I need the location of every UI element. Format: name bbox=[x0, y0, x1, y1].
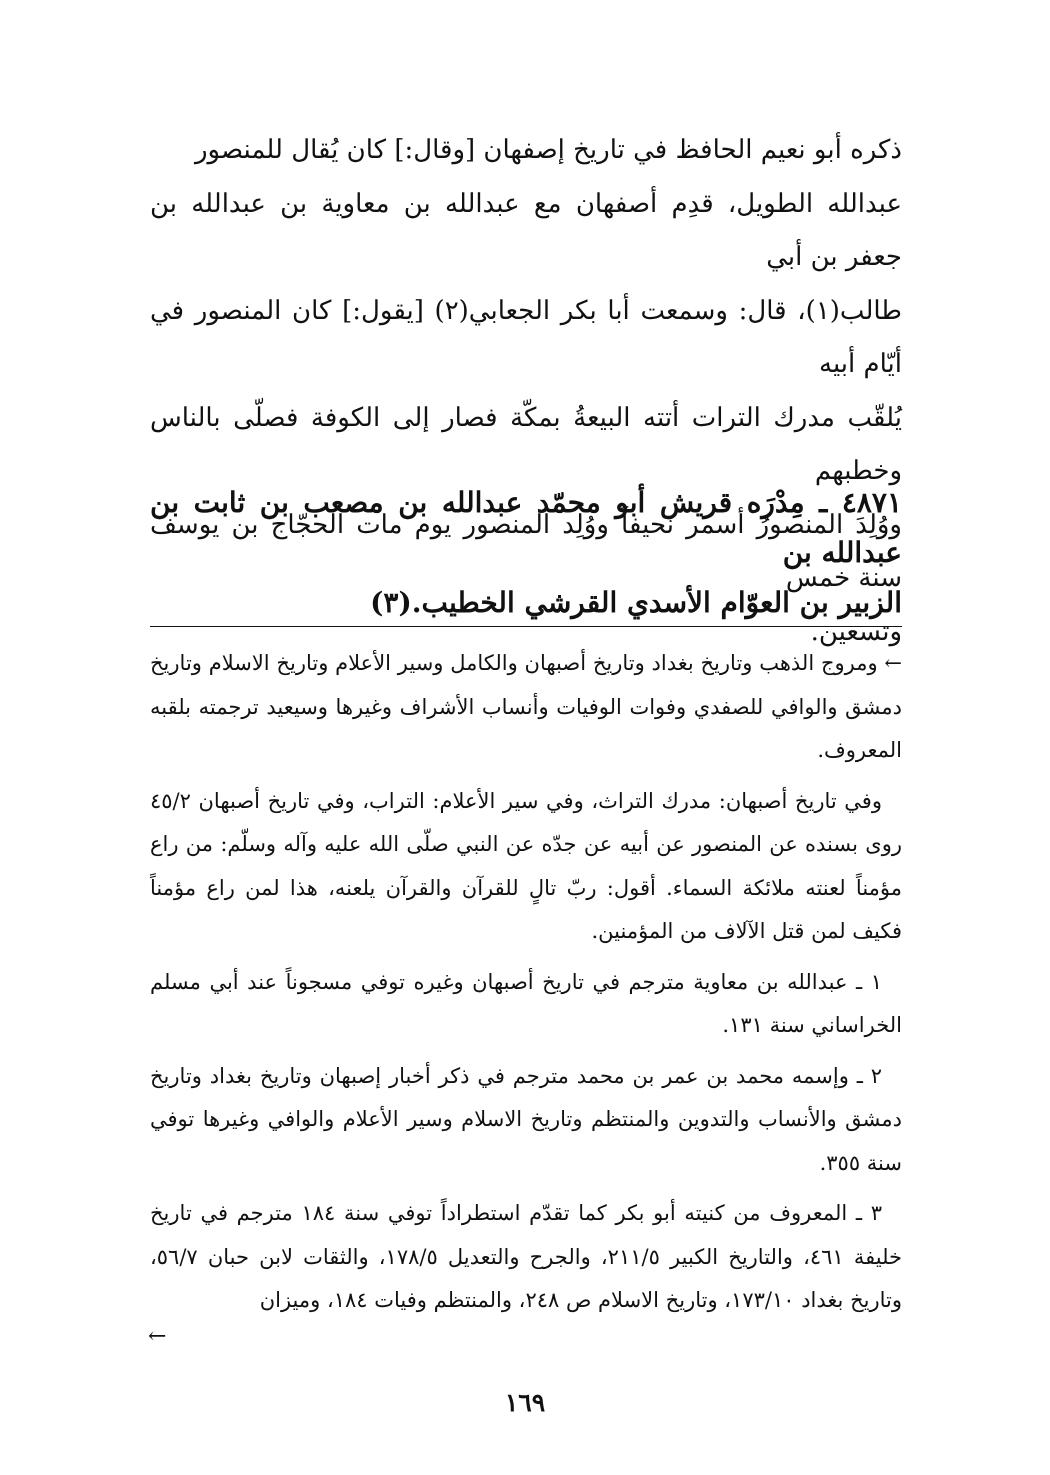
main-text-line: ووُلِدَ المنصورُ أسمر نحيفاً ووُلِد المنصور يوم مات الحجّاج بن يوسف سنة خمس bbox=[150, 509, 902, 593]
continuation-arrow-icon: ← bbox=[148, 1324, 167, 1349]
main-text-line: وتسعين. bbox=[810, 616, 902, 647]
main-text-line: ذكره أبو نعيم الحافظ في تاريخ إصفهان [وقال:] كان يُقال للمنصور bbox=[194, 135, 902, 165]
footnote-note: وفي تاريخ أصبهان: مدرك التراث، وفي سير الأعلام: التراب، وفي تاريخ أصبهان ٤٥/٢ روى بسنده عن المنصور عن أبيه عن جدّه عن النبي صلّى الله عليه وآله وسلّم: من راع مؤمناً لعنته ملائكة السماء. أقول: ربّ تالٍ للقرآن والقرآن يلعنه، هذا لمن راع مؤمناً فكيف لمن قتل الآلاف من المؤمنين. bbox=[150, 788, 902, 943]
page-number: ١٦٩ bbox=[504, 1388, 546, 1417]
footnote-3: ٣ ـ المعروف من كنيته أبو بكر كما تقدّم استطراداً توفي سنة ١٨٤ مترجم في تاريخ خليفة ٤٦١، والتاريخ الكبير ٢١١/٥، والجرح والتعديل ١٧٨/٥، والثقات لابن حبان ٥٦/٧، وتاريخ بغداد ١٧٣/١٠، وتاريخ الاسلام ص ٢٤٨، والمنتظم وفيات ١٨٤، وميزان bbox=[150, 1201, 903, 1312]
main-text-line: يُلقّب مدرك الترات أتته البيعةُ بمكّة فصار إلى الكوفة فصلّى بالناس وخطبهم bbox=[150, 402, 902, 486]
entry-heading-line: ٤٨٧١ ـ مِدْرَه قريش أبو محمّد عبدالله بن مصعب بن ثابت بن عبدالله بن bbox=[150, 486, 902, 569]
entry-heading-line: الزبير بن العوّام الأسدي القرشي الخطيب.(٣) bbox=[370, 586, 902, 619]
footnote-2: ٢ ـ وإسمه محمد بن عمر بن محمد مترجم في ذكر أخبار إصبهان وتاريخ بغداد وتاريخ دمشق والأنساب والتدوين والمنتظم وتاريخ الاسلام وسير الأعلام والوافي وغيرها توفي سنة ٣٥٥. bbox=[150, 1063, 902, 1175]
footnote-continuation: ← ومروج الذهب وتاريخ بغداد وتاريخ أصبهان والكامل وسير الأعلام وتاريخ الاسلام وتاريخ دمشق والوافي للصفدي وفوات الوفيات وأنساب الأشراف وغيرها وسيعيد ترجمته بلقبه المعروف. bbox=[150, 651, 902, 762]
main-text-line: طالب(١)، قال: وسمعت أبا بكر الجعابي(٢) [يقول:] كان المنصور في أيّام أبيه bbox=[150, 295, 902, 379]
main-text-line: عبدالله الطويل، قدِم أصفهان مع عبدالله بن معاوية بن عبدالله بن جعفر بن أبي bbox=[150, 188, 902, 272]
footnotes-block bbox=[150, 642, 902, 1330]
footnote-separator bbox=[150, 626, 902, 627]
footnote-1: ١ ـ عبدالله بن معاوية مترجم في تاريخ أصبهان وغيره توفي مسجوناً عند أبي مسلم الخراساني سنة ١٣١. bbox=[150, 969, 902, 1037]
entry-heading bbox=[150, 478, 902, 628]
